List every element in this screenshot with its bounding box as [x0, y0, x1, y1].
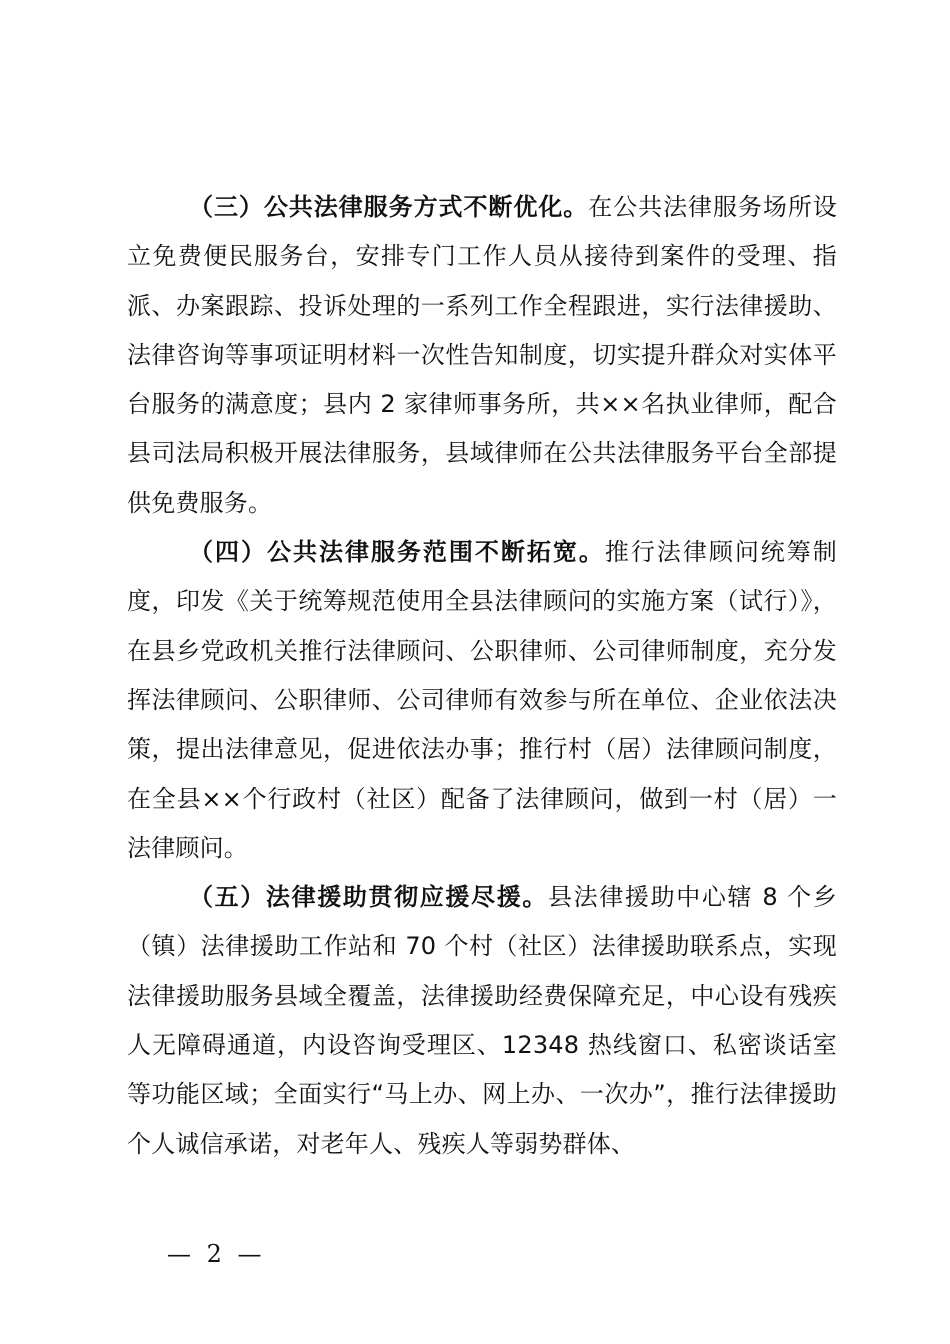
paragraph-heading: （四）公共法律服务范围不断拓宽。: [189, 538, 605, 567]
paragraph-5: [127, 873, 837, 1169]
paragraph-heading: （五）法律援助贯彻应援尽援。: [189, 883, 548, 912]
paragraph-text: 县法律援助中心辖 8 个乡（镇）法律援助工作站和 70 个村（社区）法律援助联系点，实现法律援助服务县域全覆盖，法律援助经费保障充足，中心设有残疾人无障碍通道，内设咨询受理区、12348 热线窗口、私密谈话室等功能区域；全面实行“马上办、网上办、一次办”，推行法律援助个人诚信承诺，对老年人、残疾人等弱势群体、: [127, 883, 837, 1158]
paragraph-heading: （三）公共法律服务方式不断优化。: [189, 193, 589, 221]
paragraph-4: [127, 528, 837, 873]
document-body: [127, 183, 837, 1169]
paragraph-text: 在公共法律服务场所设立免费便民服务台，安排专门工作人员从接待到案件的受理、指派、办案跟踪、投诉处理的一系列工作全程跟进，实行法律援助、法律咨询等事项证明材料一次性告知制度，切实提升群众对实体平台服务的满意度；县内 2 家律师事务所，共××名执业律师，配合县司法局积极开展法律服务，县域律师在公共法律服务平台全部提供免费服务。: [127, 193, 838, 517]
page-number: — 2 —: [167, 1240, 266, 1268]
paragraph-3: [127, 183, 837, 528]
paragraph-text: 推行法律顾问统筹制度，印发《关于统筹规范使用全县法律顾问的实施方案（试行）》，在县乡党政机关推行法律顾问、公职律师、公司律师制度，充分发挥法律顾问、公职律师、公司律师有效参与所在单位、企业依法决策，提出法律意见，促进依法办事；推行村（居）法律顾问制度，在全县××个行政村（社区）配备了法律顾问，做到一村（居）一法律顾问。: [127, 538, 837, 862]
